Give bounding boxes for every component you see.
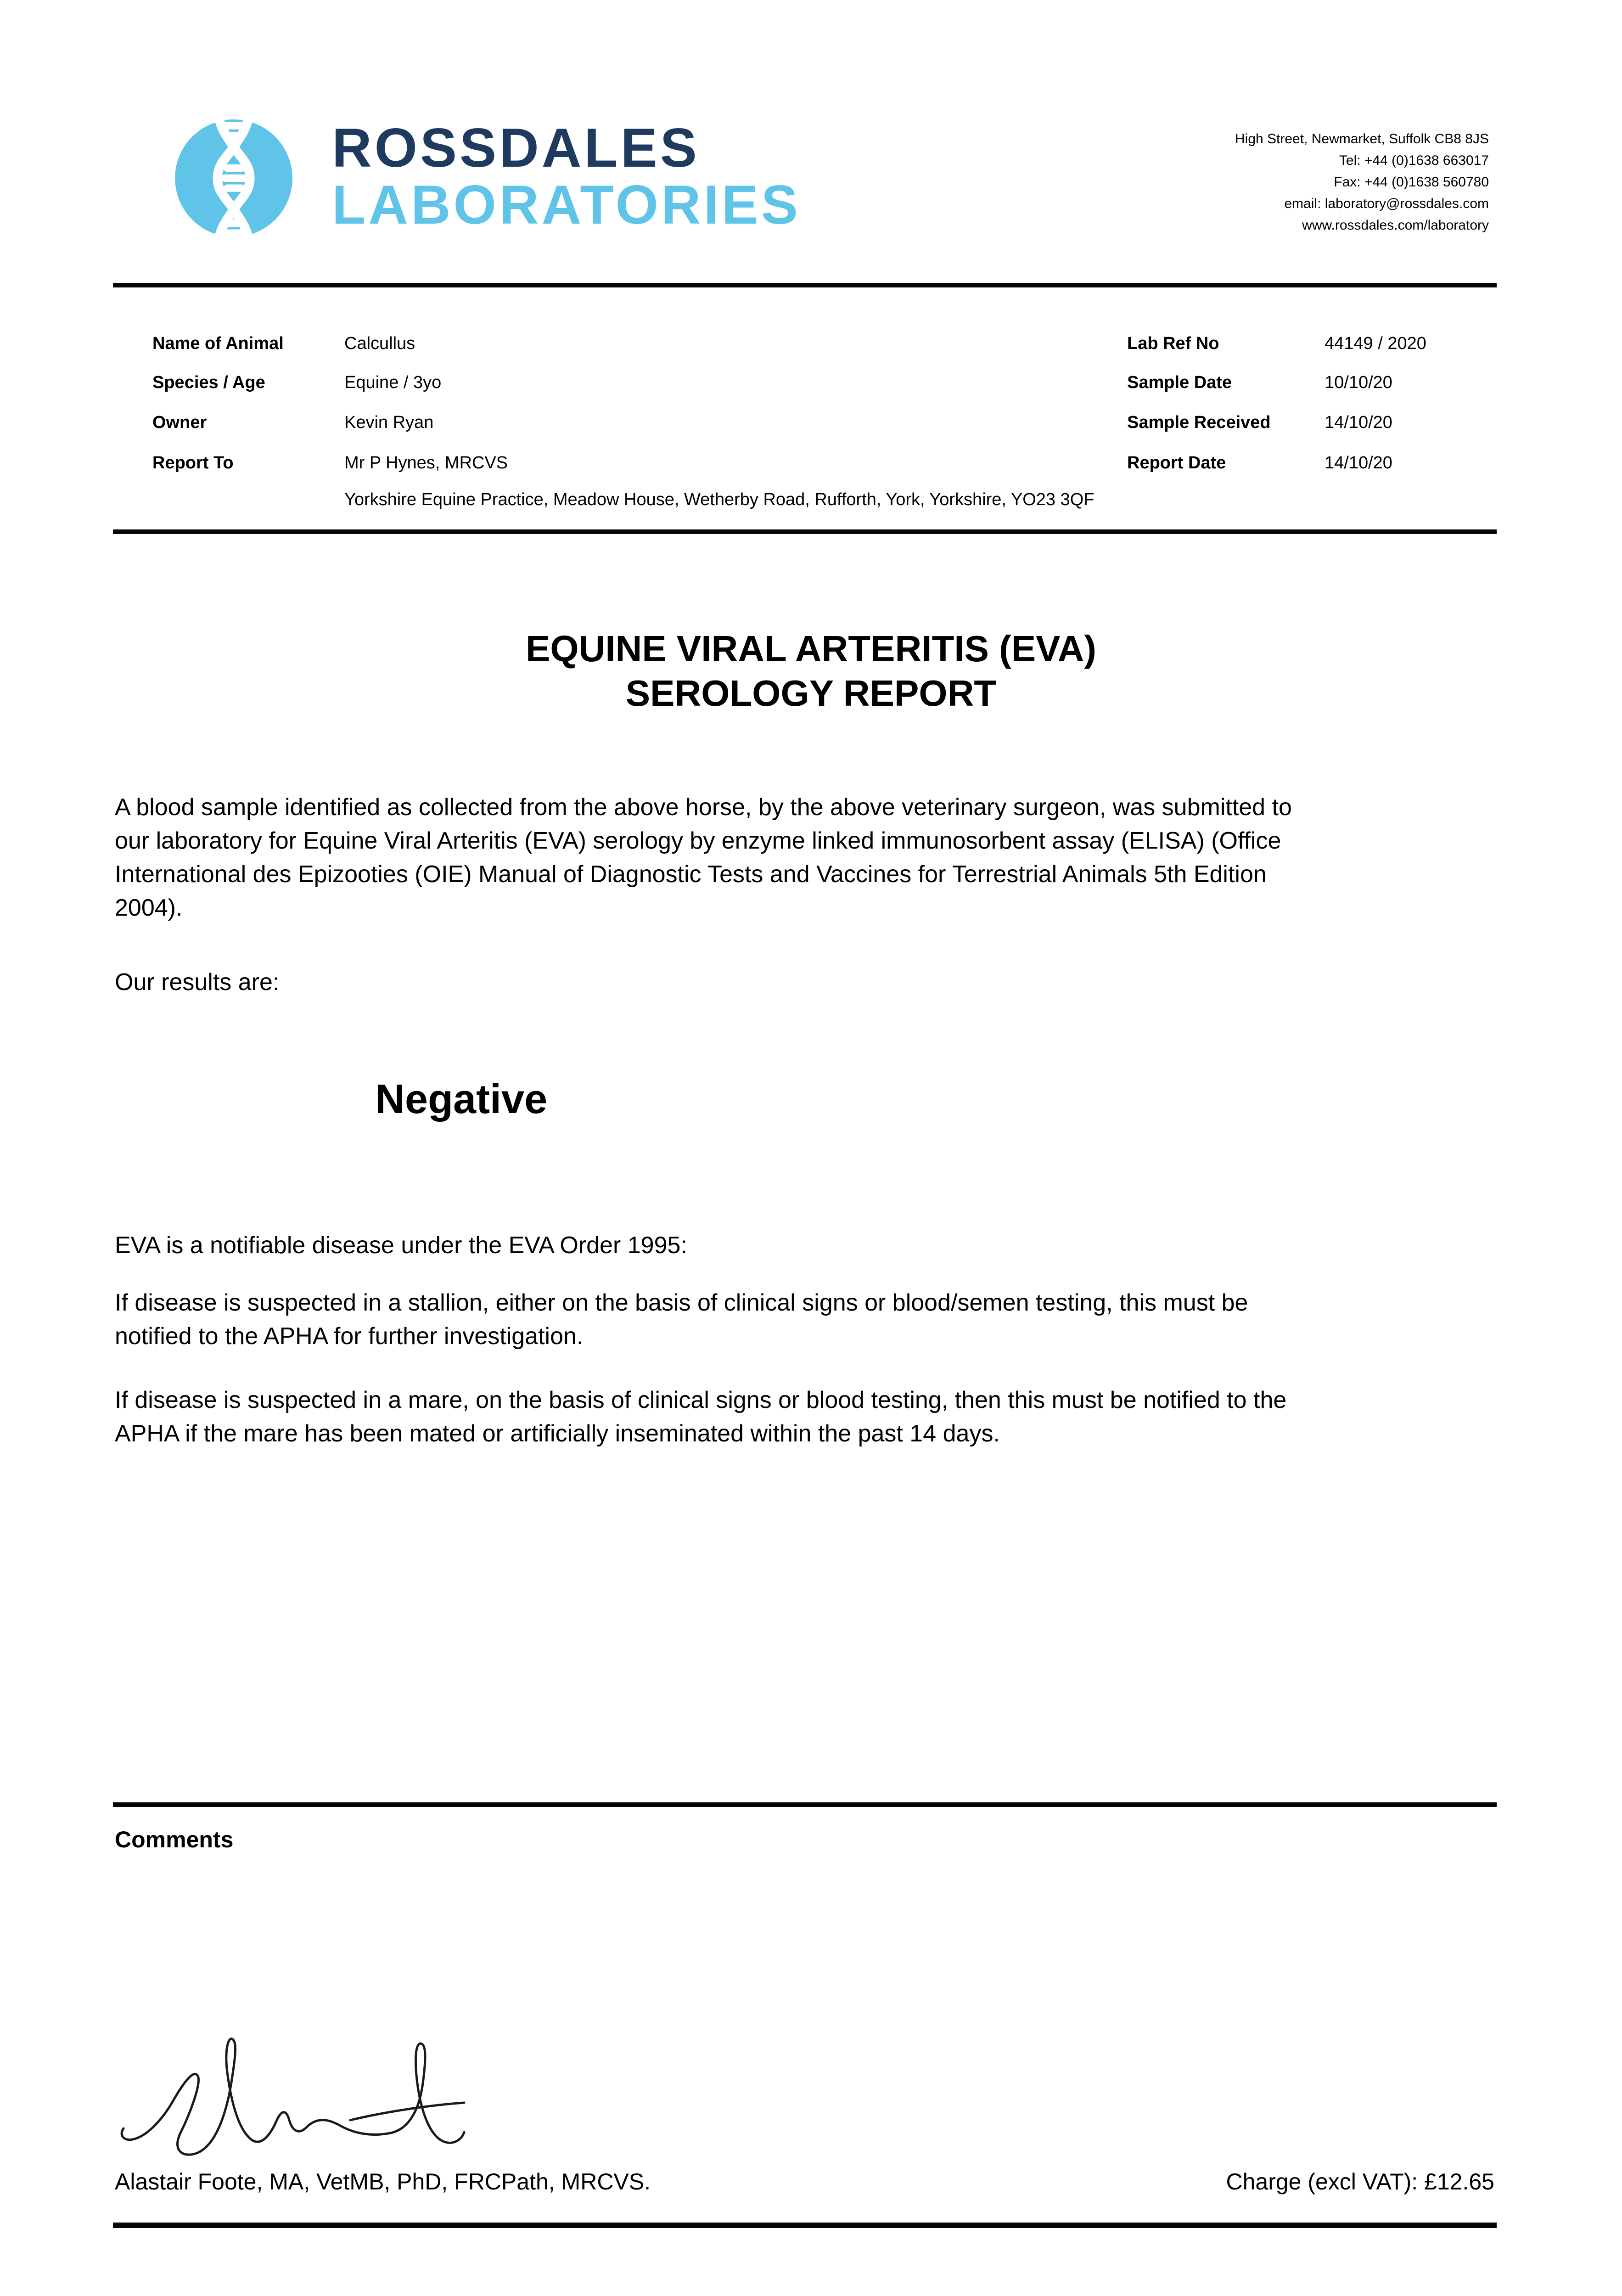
lab-fax: Fax: +44 (0)1638 560780	[1334, 174, 1489, 190]
value-species-age: Equine / 3yo	[344, 373, 442, 392]
lab-contact-block	[1235, 128, 1489, 236]
stallion-note-line: notified to the APHA for further investigation.	[115, 1323, 584, 1350]
label-report-date: Report Date	[1127, 453, 1226, 473]
value-name-of-animal: Calcullus	[344, 334, 415, 353]
signature	[117, 2004, 473, 2156]
label-name-of-animal: Name of Animal	[152, 334, 284, 353]
notifiable-statement: EVA is a notifiable disease under the EVA Order 1995:	[115, 1232, 687, 1259]
value-report-to: Mr P Hynes, MRCVS	[344, 453, 508, 473]
label-species-age: Species / Age	[152, 373, 265, 392]
value-owner: Kevin Ryan	[344, 413, 434, 432]
report-title	[0, 626, 1622, 715]
signatory-name: Alastair Foote, MA, VetMB, PhD, FRCPath, MRCVS.	[115, 2169, 651, 2195]
footer-divider	[113, 2223, 1497, 2228]
charge-value: Charge (excl VAT): £12.65	[1226, 2169, 1494, 2195]
stallion-note-line: If disease is suspected in a stallion, either on the basis of clinical signs or blood/semen testing, this must be	[115, 1289, 1248, 1316]
label-report-to: Report To	[152, 453, 234, 473]
footer	[115, 2170, 1494, 2193]
value-report-date: 14/10/20	[1325, 453, 1392, 473]
comments-heading: Comments	[115, 1827, 234, 1852]
intro-line: A blood sample identified as collected from the above horse, by the above veterinary surgeon, was submitted to	[115, 794, 1292, 821]
header-divider	[113, 283, 1497, 287]
intro-paragraph	[115, 791, 1292, 925]
intro-line: our laboratory for Equine Viral Arteritis (EVA) serology by enzyme linked immunosorbent assay (ELISA) (Office	[115, 827, 1281, 854]
label-lab-ref-no: Lab Ref No	[1127, 334, 1219, 353]
value-sample-received: 14/10/20	[1325, 413, 1392, 432]
label-owner: Owner	[152, 413, 207, 432]
lab-address: High Street, Newmarket, Suffolk CB8 8JS	[1235, 131, 1489, 146]
stallion-note	[115, 1286, 1248, 1353]
logo-wordmark-line1: ROSSDALES	[332, 117, 700, 179]
value-sample-date: 10/10/20	[1325, 373, 1392, 392]
mare-note	[115, 1384, 1286, 1451]
label-sample-date: Sample Date	[1127, 373, 1232, 392]
report-title-line1: EQUINE VIRAL ARTERITIS (EVA)	[525, 628, 1097, 669]
lab-email: email: laboratory@rossdales.com	[1284, 196, 1489, 211]
report-title-line2: SEROLOGY REPORT	[625, 673, 997, 714]
label-sample-received: Sample Received	[1127, 413, 1271, 432]
results-intro: Our results are:	[115, 969, 280, 996]
mare-note-line: APHA if the mare has been mated or artificially inseminated within the past 14 days.	[115, 1420, 1000, 1447]
value-lab-ref-no: 44149 / 2020	[1325, 334, 1426, 353]
lab-tel: Tel: +44 (0)1638 663017	[1339, 153, 1489, 168]
report-to-practice-address: Yorkshire Equine Practice, Meadow House, Wetherby Road, Rufforth, York, Yorkshire, YO23 3QF	[344, 490, 1094, 509]
mare-note-line: If disease is suspected in a mare, on the basis of clinical signs or blood testing, then this must be notified to the	[115, 1387, 1287, 1413]
logo-wordmark-line2: LABORATORIES	[332, 174, 801, 236]
intro-line: International des Epizooties (OIE) Manual of Diagnostic Tests and Vaccines for Terrestrial Animals 5th Edition	[115, 861, 1267, 888]
lab-website: www.rossdales.com/laboratory	[1302, 218, 1489, 233]
dna-helix-icon	[171, 109, 296, 247]
intro-line: 2004).	[115, 895, 183, 921]
result-value: Negative	[375, 1076, 548, 1122]
comments-divider	[113, 1802, 1497, 1807]
details-divider	[113, 529, 1497, 534]
